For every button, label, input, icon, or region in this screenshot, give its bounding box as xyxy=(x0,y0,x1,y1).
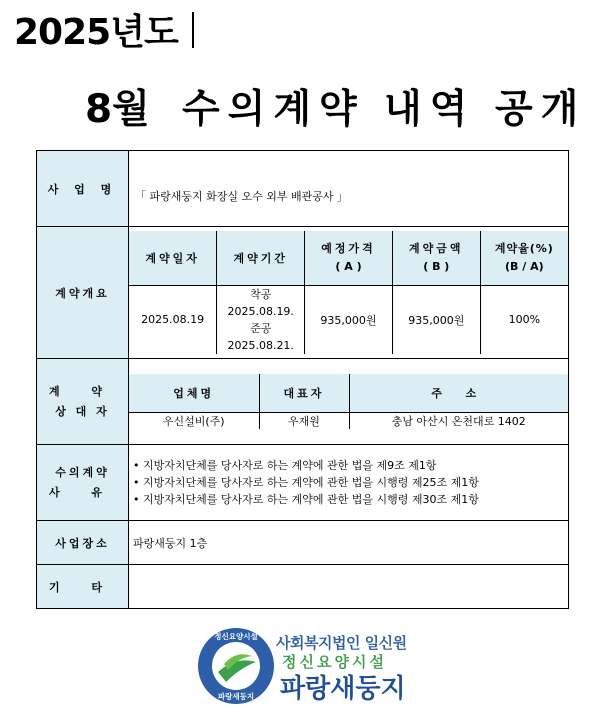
header-contract-date: 계약일자 xyxy=(129,231,217,285)
project-name-value: 「 파랑새둥지 화장실 오수 외부 배관공사 」 xyxy=(129,151,569,227)
reason-list xyxy=(129,457,568,508)
header-contract-rate-l2: (B / A) xyxy=(505,260,544,273)
ceo-value: 우재원 xyxy=(259,412,349,429)
header-estimated-price-l1: 예정가격 xyxy=(321,242,376,255)
label-contract-overview: 계약개요 xyxy=(37,227,129,359)
label-etc: 기 타 xyxy=(37,565,129,609)
reason-item: • 지방자치단체를 당사자로 하는 계약에 관한 법을 시행령 제30조 제1항 xyxy=(133,491,568,508)
label-counterparty-l2: 상 대 자 xyxy=(55,404,110,418)
label-site: 사업장소 xyxy=(37,521,129,565)
header-contract-period: 계약기간 xyxy=(217,231,305,285)
header-contract-amount-l1: 계약금액 xyxy=(409,242,464,255)
year-heading: 2025년도 xyxy=(14,12,178,53)
title-word-1: 수의계약 xyxy=(182,87,365,132)
title-month: 8월 xyxy=(85,87,150,132)
title-word-3: 공개 xyxy=(495,87,587,132)
contract-table xyxy=(36,150,569,609)
header-ceo: 대표자 xyxy=(259,374,349,412)
label-reason-l1: 수의계약 xyxy=(55,465,110,479)
address-value: 충남 아산시 온천대로 1402 xyxy=(349,412,568,429)
header-contract-rate xyxy=(480,231,568,285)
org-name-line2: 정신요양시설 xyxy=(282,653,387,671)
contract-amount-value: 935,000원 xyxy=(392,285,480,354)
organization-seal-logo xyxy=(196,626,276,706)
contract-period-value xyxy=(217,285,305,354)
reason-cell xyxy=(129,445,569,521)
seal-bottom-text: 파랑새둥지 xyxy=(217,692,255,701)
seal-top-text: 정신요양시설 xyxy=(214,632,258,641)
contract-date-value: 2025.08.19 xyxy=(129,285,217,354)
org-name-line3: 파랑새둥지 xyxy=(280,674,406,704)
header-contract-amount xyxy=(392,231,480,285)
text-cursor xyxy=(192,12,194,48)
contract-rate-value: 100% xyxy=(480,285,568,354)
label-reason-l2: 사 유 xyxy=(48,485,117,499)
contract-period-l2: 2025.08.19. xyxy=(227,304,294,318)
site-value: 파랑새둥지 1층 xyxy=(129,521,569,565)
header-estimated-price xyxy=(305,231,393,285)
title-word-2: 내역 xyxy=(384,87,476,132)
header-company: 업체명 xyxy=(129,374,259,412)
label-project-name: 사 업 명 xyxy=(37,151,129,227)
header-estimated-price-l2: ( A ) xyxy=(335,260,362,273)
label-reason xyxy=(37,445,129,521)
header-contract-rate-l1: 계약율(%) xyxy=(494,242,554,255)
label-counterparty xyxy=(37,359,129,445)
org-name-line1: 사회복지법인 일신원 xyxy=(276,634,407,652)
label-counterparty-l1: 계 약 xyxy=(48,384,117,398)
reason-item: • 지방자치단체를 당사자로 하는 계약에 관한 법을 제9조 제1항 xyxy=(133,457,568,474)
contract-period-l1: 착공 xyxy=(250,287,272,301)
contract-period-l4: 2025.08.21. xyxy=(227,338,294,352)
overview-table xyxy=(129,231,568,354)
etc-value xyxy=(129,565,569,609)
contract-period-l3: 준공 xyxy=(250,321,272,335)
estimated-price-value: 935,000원 xyxy=(305,285,393,354)
header-address: 주 소 xyxy=(349,374,568,412)
company-value: 우신설비(주) xyxy=(129,412,259,429)
counterparty-table xyxy=(129,374,568,429)
reason-item: • 지방자치단체를 당사자로 하는 계약에 관한 법을 시행령 제25조 제1항 xyxy=(133,474,568,491)
header-contract-amount-l2: ( B ) xyxy=(423,260,450,273)
